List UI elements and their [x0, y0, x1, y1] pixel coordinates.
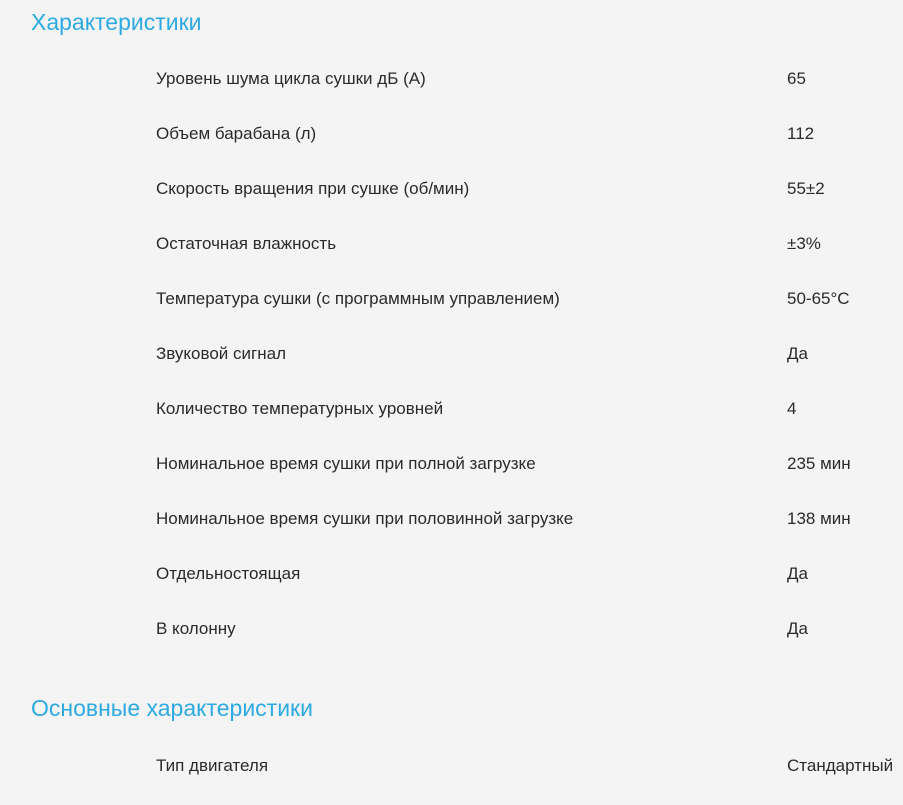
spec-row [0, 123, 903, 178]
spec-label: Скорость вращения при сушке (об/мин) [156, 179, 470, 198]
spec-row [0, 233, 903, 288]
spec-row [0, 343, 903, 398]
spec-row [0, 508, 903, 563]
spec-row [0, 618, 903, 673]
spec-value: Да [787, 564, 808, 583]
spec-row [0, 563, 903, 618]
spec-value: 50-65°C [787, 289, 850, 308]
spec-label: В колонну [156, 619, 236, 638]
spec-label: Уровень шума цикла сушки дБ (А) [156, 69, 426, 88]
spec-row [0, 178, 903, 233]
spec-value: Да [787, 344, 808, 363]
specs-list [0, 68, 903, 673]
spec-value: 4 [787, 399, 797, 418]
spec-label: Звуковой сигнал [156, 344, 286, 363]
spec-value: Стандартный [787, 756, 894, 775]
spec-value: 138 мин [787, 509, 851, 528]
spec-value: 112 [787, 124, 815, 143]
spec-row [0, 288, 903, 343]
spec-value: 65 [787, 69, 806, 88]
spec-value: Да [787, 619, 808, 638]
spec-value: 55±2 [787, 179, 825, 198]
spec-label: Тип двигателя [156, 756, 269, 775]
section-title-specs: Характеристики [31, 9, 202, 35]
spec-row [0, 453, 903, 508]
spec-label: Количество температурных уровней [156, 399, 444, 418]
spec-label: Отдельностоящая [156, 564, 301, 583]
spec-row [0, 755, 903, 805]
spec-label: Температура сушки (с программным управлением) [156, 289, 560, 308]
main-specs-list [0, 755, 903, 805]
spec-value: ±3% [787, 234, 821, 253]
spec-label: Остаточная влажность [156, 234, 337, 253]
spec-label: Номинальное время сушки при половинной загрузке [156, 509, 574, 528]
section-title-main-specs: Основные характеристики [31, 695, 313, 721]
spec-label: Объем барабана (л) [156, 124, 317, 143]
spec-label: Номинальное время сушки при полной загрузке [156, 454, 536, 473]
spec-value: 235 мин [787, 454, 851, 473]
spec-row [0, 398, 903, 453]
spec-row [0, 68, 903, 123]
